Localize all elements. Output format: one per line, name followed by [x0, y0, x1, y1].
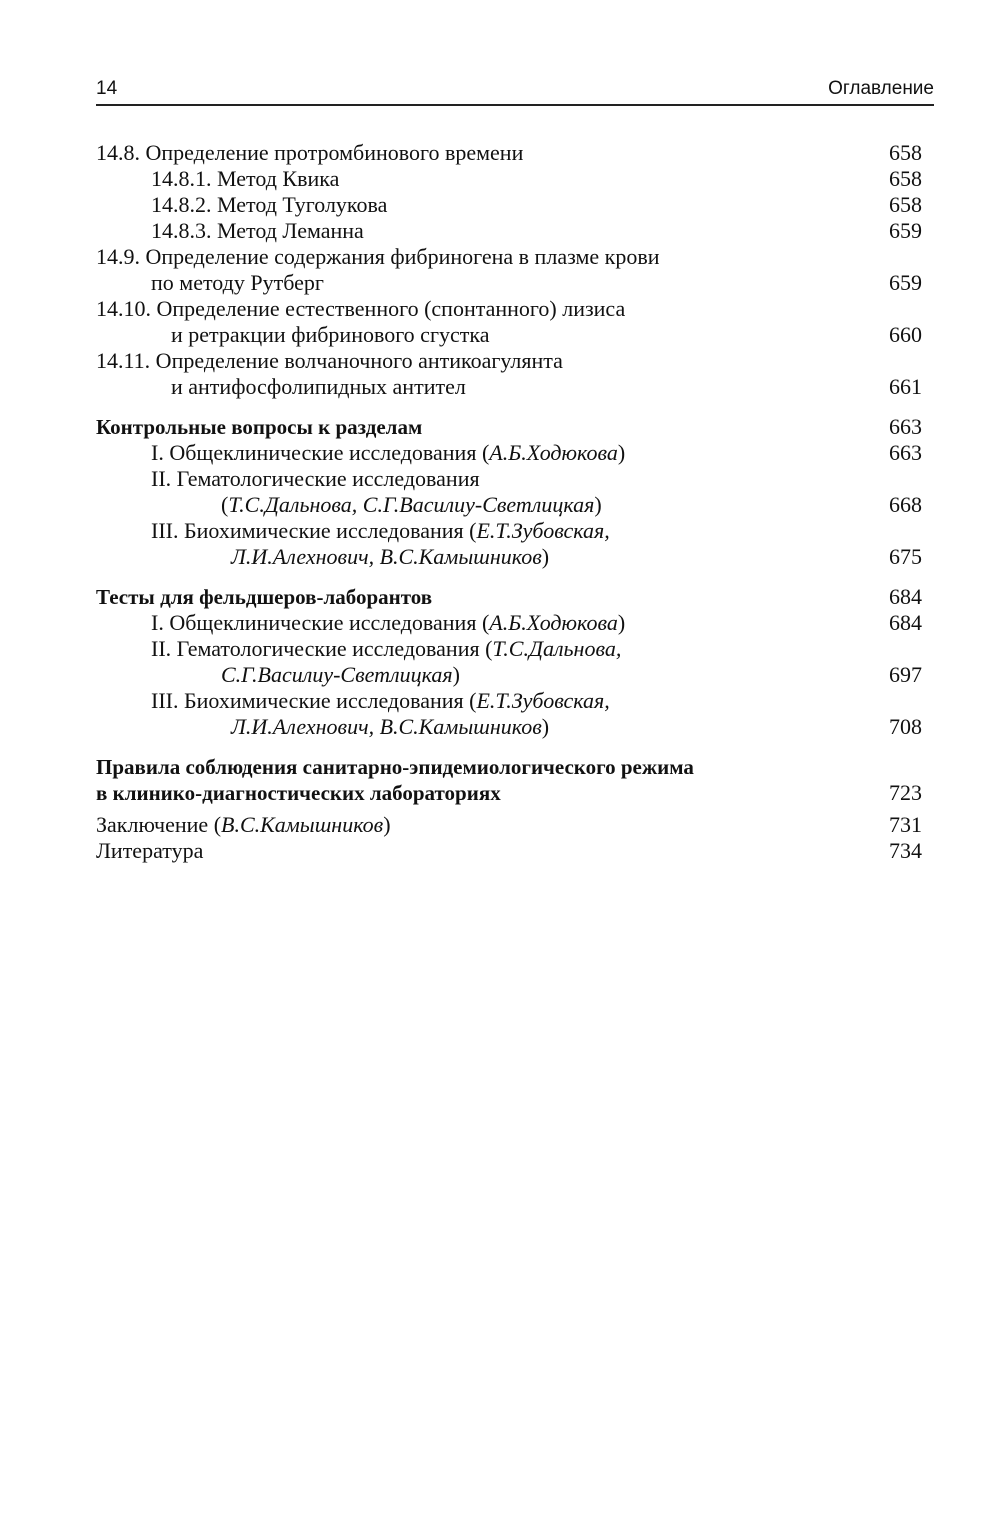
author: Е.Т.Зубовская, [476, 518, 610, 543]
toc-section-sanitary-rules[interactable]: Правила соблюдения санитарно-эпидемиологического режима [96, 755, 694, 779]
author: Е.Т.Зубовская, [476, 688, 610, 713]
toc-page: 658 [889, 140, 922, 165]
author: С.Г.Василиу-Светлицкая [221, 662, 453, 687]
author: Т.С.Дальнова, [492, 636, 622, 661]
dot-leader [706, 440, 872, 466]
toc-entry-tests-biochemistry-authors[interactable]: Л.И.Алехнович, В.С.Камышников) 708 [231, 714, 922, 739]
dot-leader [426, 192, 872, 218]
toc-entry-literature[interactable]: Литература 734 [96, 838, 922, 863]
toc-entry-14-11-cont[interactable]: и антифосфолипидных антител 661 [171, 374, 922, 399]
toc-page: 658 [889, 166, 922, 191]
toc-entry-questions-hematology[interactable]: II. Гематологические исследования [151, 466, 480, 491]
toc-entry-14-10[interactable]: 14.10. Определение естественного (спонтанного) лизиса [96, 296, 626, 321]
author: А.Б.Ходюкова [489, 440, 618, 465]
running-header [96, 72, 934, 106]
toc-entry-questions-biochemistry[interactable]: III. Биохимические исследования (Е.Т.Зубовская, [151, 518, 610, 543]
dot-leader [536, 780, 872, 806]
toc-page: 660 [889, 322, 922, 347]
dot-leader [436, 812, 872, 838]
author: Л.И.Алехнович, В.С.Камышников [231, 714, 542, 739]
toc-entry-questions-biochemistry-authors[interactable]: Л.И.Алехнович, В.С.Камышников) 675 [231, 544, 922, 569]
toc-page: 663 [889, 440, 922, 465]
toc-page: 684 [889, 584, 922, 609]
dot-leader [706, 610, 872, 636]
toc-entry-tests-general-clinical[interactable]: I. Общеклинические исследования (А.Б.Ходюкова) 684 [151, 610, 922, 635]
running-title: Оглавление [828, 78, 934, 99]
toc-entry-14-9[interactable]: 14.9. Определение содержания фибриногена в плазме крови [96, 244, 660, 269]
toc-entry-14-11[interactable]: 14.11. Определение волчаночного антикоагулянта [96, 348, 563, 373]
toc-page: 675 [889, 544, 922, 569]
toc-page: 663 [889, 414, 922, 439]
toc-entry-conclusion[interactable]: Заключение (В.С.Камышников) 731 [96, 812, 922, 837]
dot-leader [366, 270, 872, 296]
toc-page: 734 [889, 838, 922, 863]
toc-page: 659 [889, 270, 922, 295]
toc-section-control-questions[interactable]: Контрольные вопросы к разделам 663 [96, 414, 922, 439]
toc-entry-14-9-cont[interactable]: по методу Рутберг 659 [151, 270, 922, 295]
toc-page: 723 [889, 780, 922, 805]
toc-entry-14-8[interactable]: 14.8. Определение протромбинового времени 658 [96, 140, 922, 165]
dot-leader [651, 492, 872, 518]
dot-leader [556, 322, 872, 348]
toc-page: 697 [889, 662, 922, 687]
dot-leader [401, 218, 872, 244]
dot-leader [451, 414, 872, 440]
author: В.С.Камышников [221, 812, 384, 837]
dot-leader [471, 584, 872, 610]
toc-entry-14-8-2[interactable]: 14.8.2. Метод Туголукова 658 [151, 192, 922, 217]
toc-section-tests[interactable]: Тесты для фельдшеров-лаборантов 684 [96, 584, 922, 609]
dot-leader [596, 140, 872, 166]
toc-entry-14-8-1[interactable]: 14.8.1. Метод Квика 658 [151, 166, 922, 191]
toc-page: 708 [889, 714, 922, 739]
toc-entry-14-8-3[interactable]: 14.8.3. Метод Леманна 659 [151, 218, 922, 243]
toc-page: 731 [889, 812, 922, 837]
author: А.Б.Ходюкова [489, 610, 618, 635]
toc-page: 684 [889, 610, 922, 635]
page-number: 14 [96, 78, 118, 99]
author: Т.С.Дальнова, С.Г.Василиу-Светлицкая [228, 492, 595, 517]
dot-leader [576, 544, 872, 570]
toc-section-sanitary-rules-cont[interactable]: в клинико-диагностических лабораториях 723 [96, 780, 922, 805]
dot-leader [374, 166, 872, 192]
dot-leader [506, 662, 872, 688]
toc-page: 658 [889, 192, 922, 217]
toc-page: 659 [889, 218, 922, 243]
dot-leader [231, 838, 872, 864]
author: Л.И.Алехнович, В.С.Камышников [231, 544, 542, 569]
toc-page: 668 [889, 492, 922, 517]
dot-leader [576, 714, 872, 740]
toc-entry-tests-hematology[interactable]: II. Гематологические исследования (Т.С.Дальнова, [151, 636, 622, 661]
dot-leader [511, 374, 872, 400]
toc-page: 661 [889, 374, 922, 399]
toc-entry-questions-hematology-authors[interactable]: (Т.С.Дальнова, С.Г.Василиу-Светлицкая) 668 [221, 492, 922, 517]
toc-entry-14-10-cont[interactable]: и ретракции фибринового сгустка 660 [171, 322, 922, 347]
toc-entry-tests-hematology-authors[interactable]: С.Г.Василиу-Светлицкая) 697 [221, 662, 922, 687]
table-of-contents [96, 140, 922, 864]
toc-entry-tests-biochemistry[interactable]: III. Биохимические исследования (Е.Т.Зубовская, [151, 688, 610, 713]
toc-entry-questions-general-clinical[interactable]: I. Общеклинические исследования (А.Б.Ходюкова) 663 [151, 440, 922, 465]
